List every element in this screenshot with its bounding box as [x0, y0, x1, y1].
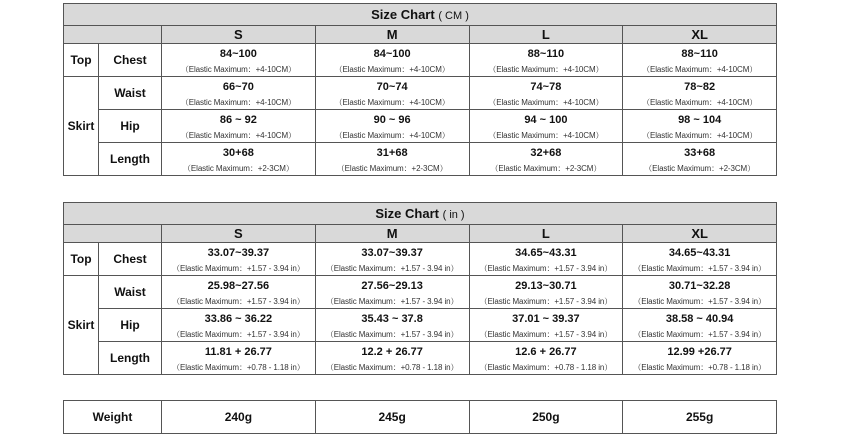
row-label-chest: Chest: [99, 44, 162, 77]
elastic-note: （Elastic Maximum：+1.57 - 3.94 in）: [623, 262, 777, 276]
elastic-note: （Elastic Maximum：+4-10CM）: [315, 63, 469, 77]
value-cell: 31+68: [315, 143, 469, 163]
header-blank: [64, 225, 162, 243]
elastic-note: （Elastic Maximum：+1.57 - 3.94 in）: [469, 295, 623, 309]
elastic-note: （Elastic Maximum：+4-10CM）: [162, 63, 316, 77]
elastic-note: （Elastic Maximum：+4-10CM）: [623, 129, 777, 143]
value-cell: 12.99 +26.77: [623, 342, 777, 362]
elastic-note: （Elastic Maximum：+1.57 - 3.94 in）: [162, 262, 316, 276]
elastic-note: （Elastic Maximum：+1.57 - 3.94 in）: [469, 328, 623, 342]
size-header-l: L: [469, 26, 623, 44]
value-cell: 12.6 + 26.77: [469, 342, 623, 362]
elastic-note: （Elastic Maximum：+1.57 - 3.94 in）: [162, 328, 316, 342]
weight-value: 255g: [623, 401, 777, 434]
elastic-note: （Elastic Maximum：+4-10CM）: [469, 96, 623, 110]
elastic-note: （Elastic Maximum：+4-10CM）: [315, 129, 469, 143]
elastic-note: （Elastic Maximum：+2-3CM）: [623, 162, 777, 176]
elastic-note: （Elastic Maximum：+0.78 - 1.18 in）: [315, 361, 469, 375]
size-header-s: S: [162, 26, 316, 44]
value-cell: 34.65~43.31: [623, 243, 777, 263]
value-cell: 30.71~32.28: [623, 276, 777, 296]
value-cell: 88~110: [469, 44, 623, 64]
row-label-chest: Chest: [99, 243, 162, 276]
value-cell: 11.81 + 26.77: [162, 342, 316, 362]
value-cell: 35.43 ~ 37.8: [315, 309, 469, 329]
value-cell: 84~100: [162, 44, 316, 64]
value-cell: 30+68: [162, 143, 316, 163]
elastic-note: （Elastic Maximum：+2-3CM）: [469, 162, 623, 176]
row-label-hip: Hip: [99, 309, 162, 342]
size-chart-in-title-text: Size Chart: [375, 206, 439, 221]
size-header-s: S: [162, 225, 316, 243]
elastic-note: （Elastic Maximum：+4-10CM）: [162, 96, 316, 110]
value-cell: 33.86 ~ 36.22: [162, 309, 316, 329]
size-header-m: M: [315, 26, 469, 44]
header-blank: [64, 26, 162, 44]
value-cell: 88~110: [623, 44, 777, 64]
weight-value: 245g: [315, 401, 469, 434]
group-top-label: Top: [64, 243, 99, 276]
elastic-note: （Elastic Maximum：+0.78 - 1.18 in）: [162, 361, 316, 375]
row-label-length: Length: [99, 342, 162, 375]
value-cell: 74~78: [469, 77, 623, 97]
elastic-note: （Elastic Maximum：+1.57 - 3.94 in）: [162, 295, 316, 309]
value-cell: 33.07~39.37: [315, 243, 469, 263]
elastic-note: （Elastic Maximum：+1.57 - 3.94 in）: [315, 295, 469, 309]
size-chart-cm-table: [63, 3, 777, 176]
elastic-note: （Elastic Maximum：+2-3CM）: [315, 162, 469, 176]
elastic-note: （Elastic Maximum：+4-10CM）: [623, 63, 777, 77]
value-cell: 90 ~ 96: [315, 110, 469, 130]
value-cell: 98 ~ 104: [623, 110, 777, 130]
elastic-note: （Elastic Maximum：+4-10CM）: [469, 63, 623, 77]
size-chart-in-table: [63, 202, 777, 375]
group-top-label: Top: [64, 44, 99, 77]
elastic-note: （Elastic Maximum：+1.57 - 3.94 in）: [623, 295, 777, 309]
row-label-waist: Waist: [99, 77, 162, 110]
value-cell: 27.56~29.13: [315, 276, 469, 296]
row-label-weight: Weight: [64, 401, 162, 434]
elastic-note: （Elastic Maximum：+4-10CM）: [623, 96, 777, 110]
value-cell: 84~100: [315, 44, 469, 64]
row-label-length: Length: [99, 143, 162, 176]
value-cell: 78~82: [623, 77, 777, 97]
value-cell: 86 ~ 92: [162, 110, 316, 130]
size-chart-cm-title-text: Size Chart: [371, 7, 435, 22]
size-chart-cm-title: [64, 4, 777, 26]
value-cell: 38.58 ~ 40.94: [623, 309, 777, 329]
elastic-note: （Elastic Maximum：+2-3CM）: [162, 162, 316, 176]
size-header-xl: XL: [623, 26, 777, 44]
value-cell: 94 ~ 100: [469, 110, 623, 130]
value-cell: 25.98~27.56: [162, 276, 316, 296]
elastic-note: （Elastic Maximum：+4-10CM）: [469, 129, 623, 143]
value-cell: 37.01 ~ 39.37: [469, 309, 623, 329]
elastic-note: （Elastic Maximum：+1.57 - 3.94 in）: [315, 328, 469, 342]
row-label-waist: Waist: [99, 276, 162, 309]
elastic-note: （Elastic Maximum：+1.57 - 3.94 in）: [469, 262, 623, 276]
size-chart-in-unit: ( in ): [442, 209, 465, 221]
elastic-note: （Elastic Maximum：+0.78 - 1.18 in）: [469, 361, 623, 375]
group-skirt-label: Skirt: [64, 77, 99, 176]
size-chart-cm-unit: ( CM ): [438, 10, 469, 22]
value-cell: 33.07~39.37: [162, 243, 316, 263]
size-chart-in-title: [64, 203, 777, 225]
weight-table: [63, 400, 777, 434]
weight-value: 250g: [469, 401, 623, 434]
elastic-note: （Elastic Maximum：+1.57 - 3.94 in）: [623, 328, 777, 342]
elastic-note: （Elastic Maximum：+1.57 - 3.94 in）: [315, 262, 469, 276]
value-cell: 33+68: [623, 143, 777, 163]
value-cell: 32+68: [469, 143, 623, 163]
elastic-note: （Elastic Maximum：+0.78 - 1.18 in）: [623, 361, 777, 375]
value-cell: 29.13~30.71: [469, 276, 623, 296]
size-header-xl: XL: [623, 225, 777, 243]
elastic-note: （Elastic Maximum：+4-10CM）: [162, 129, 316, 143]
weight-value: 240g: [162, 401, 316, 434]
value-cell: 66~70: [162, 77, 316, 97]
value-cell: 34.65~43.31: [469, 243, 623, 263]
row-label-hip: Hip: [99, 110, 162, 143]
size-header-l: L: [469, 225, 623, 243]
group-skirt-label: Skirt: [64, 276, 99, 375]
value-cell: 12.2 + 26.77: [315, 342, 469, 362]
elastic-note: （Elastic Maximum：+4-10CM）: [315, 96, 469, 110]
value-cell: 70~74: [315, 77, 469, 97]
size-header-m: M: [315, 225, 469, 243]
